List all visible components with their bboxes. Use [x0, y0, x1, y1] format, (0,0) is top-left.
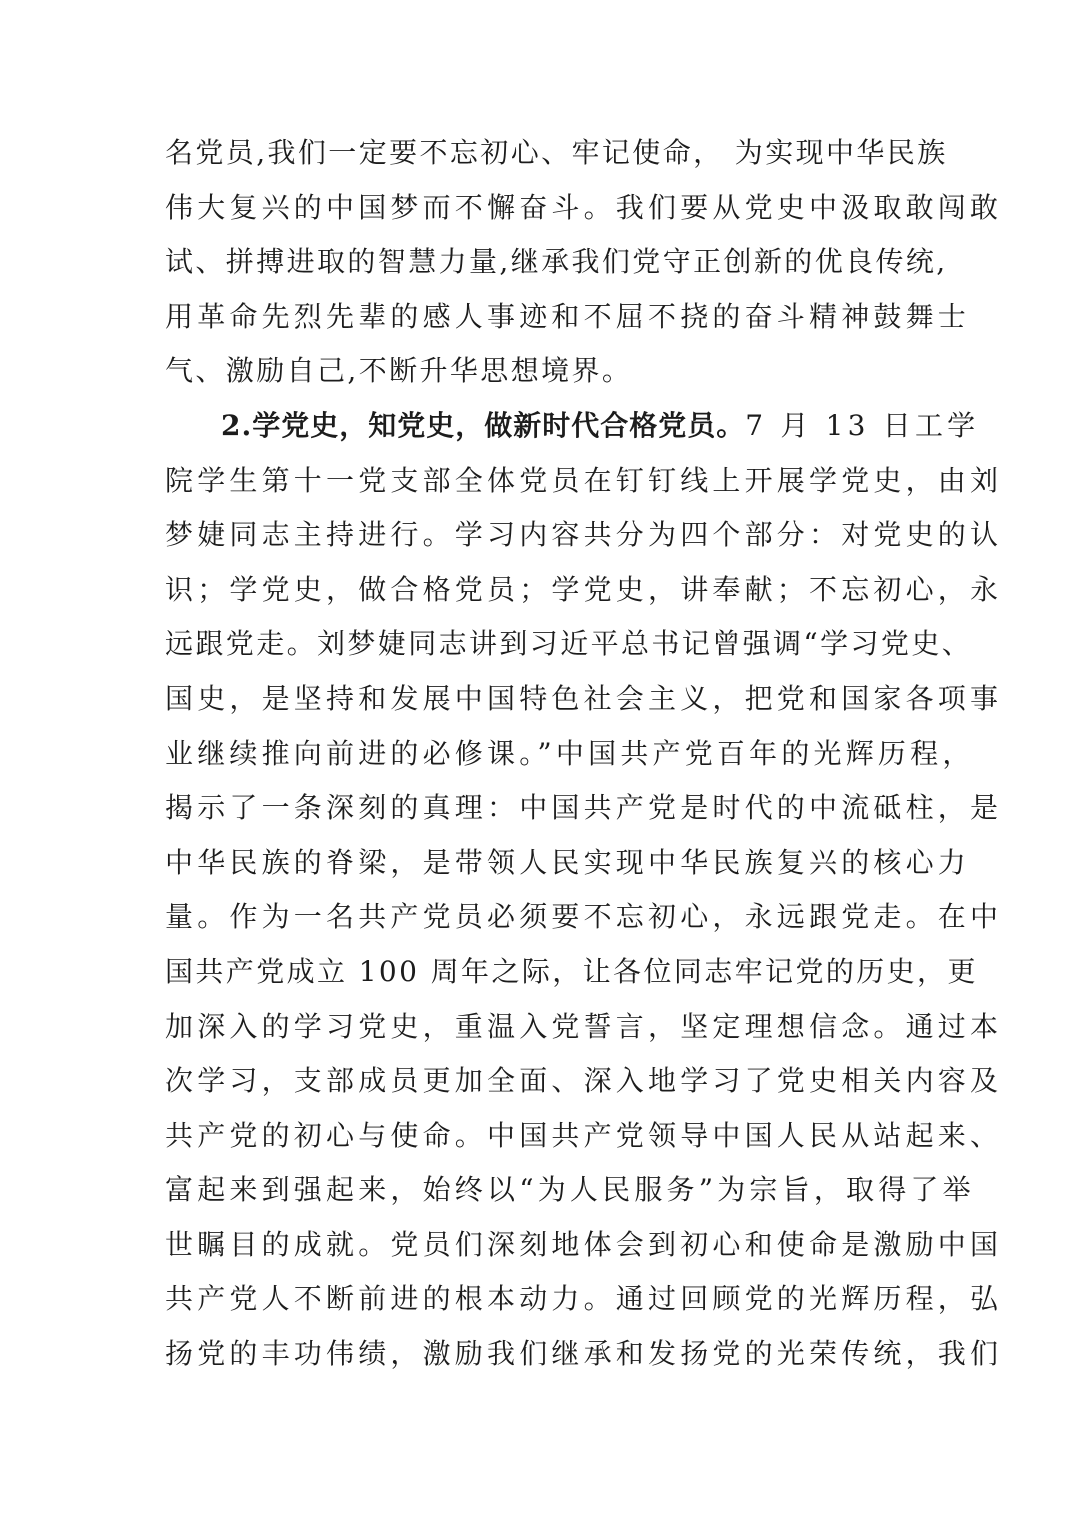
document-body — [165, 126, 1003, 1382]
section-first-line-text: 7 月 13 日工学 — [745, 408, 980, 442]
text-line: 用革命先烈先辈的感人事迹和不屈不挠的奋斗精神鼓舞士 — [165, 299, 971, 333]
text-line: 国史，是坚持和发展中国特色社会主义，把党和国家各项事 — [165, 681, 1003, 715]
section-first-line — [165, 399, 980, 454]
text-line: 伟大复兴的中国梦而不懈奋斗。我们要从党史中汲取敢闯敢 — [165, 190, 1003, 224]
text-line: 加深入的学习党史，重温入党誓言，坚定理想信念。通过本 — [165, 1009, 1003, 1043]
text-line: 远跟党走。刘梦婕同志讲到习近平总书记曾强调“学习党史、 — [165, 627, 973, 661]
text-line: 世瞩目的成就。党员们深刻地体会到初心和使命是激励中国 — [165, 1227, 1003, 1261]
text-line: 国共产党成立 100 周年之际，让各位同志牢记党的历史，更 — [165, 954, 978, 988]
text-line: 富起来到强起来，始终以“为人民服务”为宗旨，取得了举 — [165, 1173, 975, 1207]
text-line: 名党员,我们一定要不忘初心、牢记使命， 为实现中华民族 — [165, 136, 948, 169]
text-line: 中华民族的脊梁，是带领人民实现中华民族复兴的核心力 — [165, 845, 971, 879]
section-heading: 2.学党史，知党史，做新时代合格党员。 — [221, 408, 746, 442]
text-line: 共产党的初心与使命。中国共产党领导中国人民从站起来、 — [165, 1118, 1003, 1152]
text-line: 次学习，支部成员更加全面、深入地学习了党史相关内容及 — [165, 1064, 1003, 1098]
text-line: 共产党人不断前进的根本动力。通过回顾党的光辉历程，弘 — [165, 1282, 1003, 1316]
text-line: 气、激励自己,不断升华思想境界。 — [165, 354, 633, 388]
text-line: 院学生第十一党支部全体党员在钉钉线上开展学党史，由刘 — [165, 463, 1003, 497]
text-line: 业继续推向前进的必修课。”中国共产党百年的光辉历程， — [165, 736, 975, 770]
text-line: 试、拼搏进取的智慧力量,继承我们党守正创新的优良传统, — [165, 245, 948, 279]
text-line: 梦婕同志主持进行。学习内容共分为四个部分：对党史的认 — [165, 518, 1003, 552]
text-line: 扬党的丰功伟绩，激励我们继承和发扬党的光荣传统，我们 — [165, 1337, 1003, 1371]
text-line: 量。作为一名共产党员必须要不忘初心，永远跟党走。在中 — [165, 900, 1003, 934]
text-line: 识；学党史，做合格党员；学党史，讲奉献；不忘初心，永 — [165, 572, 1003, 606]
text-line: 揭示了一条深刻的真理：中国共产党是时代的中流砥柱，是 — [165, 791, 1003, 825]
